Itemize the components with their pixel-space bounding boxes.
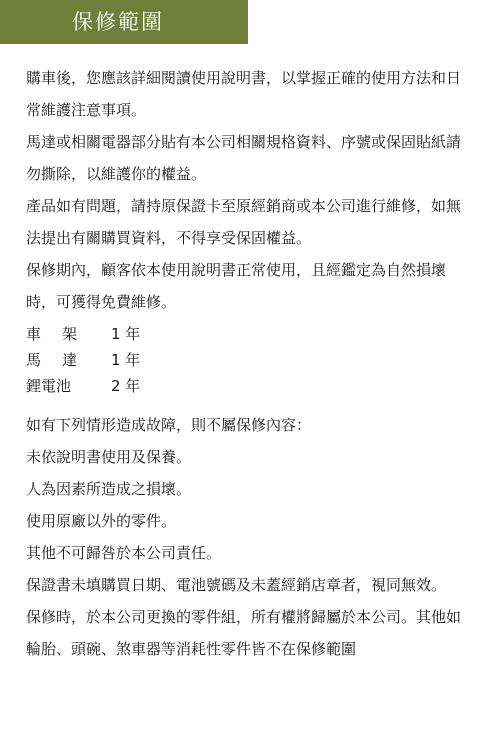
warranty-period-list (26, 321, 470, 399)
warranty-period: 1 年 (111, 351, 141, 369)
warranty-item: 鋰電池 (26, 377, 72, 395)
warranty-item: 車架 (26, 325, 99, 343)
warranty-period: 1 年 (111, 325, 141, 343)
exclusion-item: 保修時，於本公司更換的零件組，所有權將歸屬於本公司。其他如輪胎、頭碗、煞車器等消耗性零件皆不在保修範圍 (26, 608, 462, 658)
warranty-period: 2 年 (111, 377, 141, 395)
document-body (26, 62, 470, 665)
intro-paragraph: 保修期內，顧客依本使用說明書正常使用，且經鑑定為自然損壞時，可獲得免費維修。 (26, 261, 447, 311)
section-title: 保修範圍 (72, 10, 164, 34)
exclusion-item: 使用原廠以外的零件。 (26, 512, 177, 530)
warranty-item: 馬達 (26, 351, 99, 369)
intro-paragraph: 購車後，您應該詳細閱讀使用說明書，以掌握正確的使用方法和日常維護注意事項。 (26, 69, 462, 119)
warranty-row (26, 373, 470, 399)
exclusions-heading: 如有下列情形造成故障，則不屬保修內容： (26, 416, 312, 434)
intro-paragraph: 馬達或相關電器部分貼有本公司相關規格資料、序號或保固貼紙請勿撕除，以維護你的權益。 (26, 133, 462, 183)
section-header (0, 0, 248, 44)
exclusion-item: 其他不可歸咎於本公司責任。 (26, 544, 222, 562)
warranty-row (26, 347, 470, 373)
exclusion-item: 人為因素所造成之損壞。 (26, 480, 192, 498)
warranty-row (26, 321, 470, 347)
exclusion-item: 未依說明書使用及保養。 (26, 448, 192, 466)
intro-paragraph: 產品如有問題，請持原保證卡至原經銷商或本公司進行維修，如無法提出有關購買資料，不得享受保固權益。 (26, 197, 462, 247)
exclusion-item: 保證書未填購買日期、電池號碼及未蓋經銷店章者，視同無效。 (26, 576, 447, 594)
